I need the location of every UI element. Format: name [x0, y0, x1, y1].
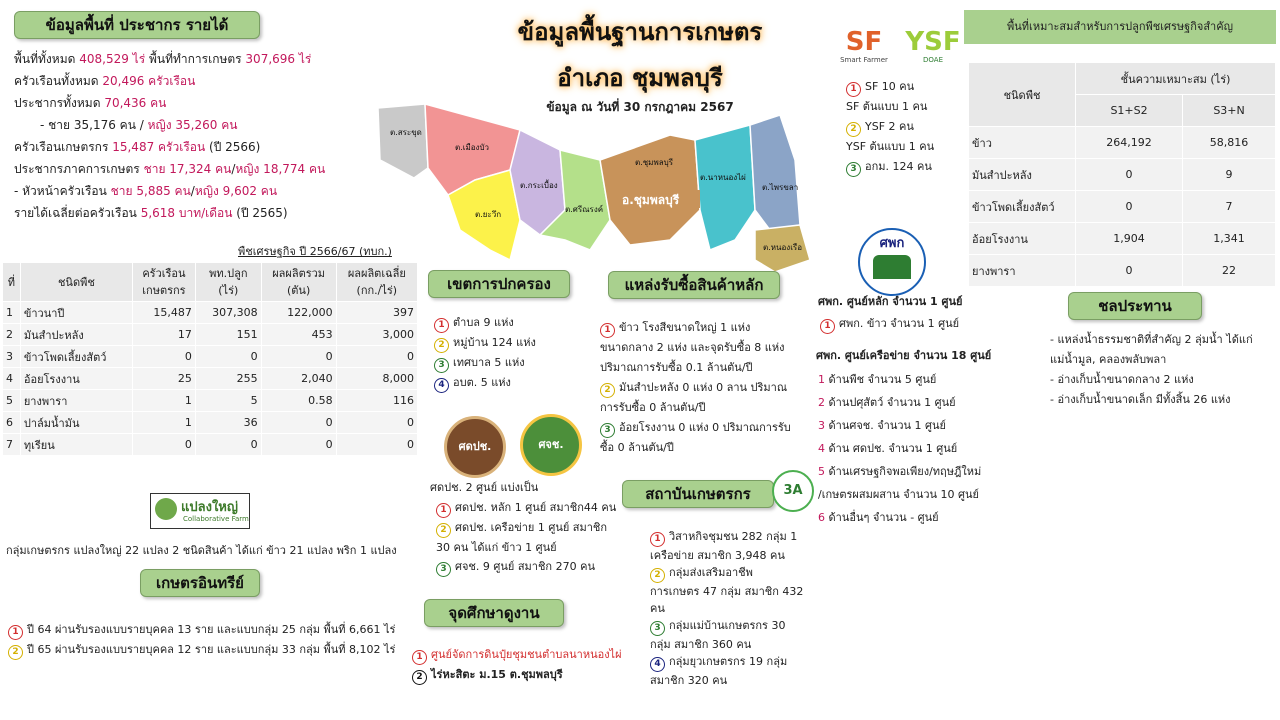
organic-list: [8, 620, 408, 660]
irrigation-item: - อ่างเก็บน้ำขนาดกลาง 2 แห่ง: [1050, 373, 1194, 386]
suit-sub: S1+S2: [1076, 95, 1183, 127]
map-label: ต.ชุมพลบุรี: [635, 158, 673, 167]
table-cell: 0: [195, 346, 261, 368]
sdpc-list: [436, 498, 626, 577]
table-row: [969, 127, 1276, 159]
inst-item: 2 กลุ่มส่งเสริมอาชีพ การเกษตร 47 กลุ่ม สมาชิก 432 คน: [650, 566, 804, 615]
population-line: - หัวหน้าครัวเรือน ชาย 5,885 คน/หญิง 9,602 คน: [14, 184, 278, 198]
spk-net-item: 1 ด้านพืช จำนวน 5 ศูนย์: [818, 373, 937, 386]
population-info: [14, 48, 414, 224]
table-cell: 0: [132, 346, 195, 368]
spk-net-item: 3 ด้านศจช. จำนวน 1 ศูนย์: [818, 419, 946, 432]
table-row: [3, 434, 418, 456]
table-row: [3, 368, 418, 390]
table-row: [969, 255, 1276, 287]
spk-logo: [858, 228, 926, 296]
admin-header: เขตการปกครอง: [428, 270, 570, 298]
table-row: [3, 390, 418, 412]
leaf-icon: [155, 498, 177, 520]
spk-logo-text: ศพก: [879, 236, 905, 251]
population-line: รายได้เฉลี่ยต่อครัวเรือน 5,618 บาท/เดือน (ปี 2565): [14, 206, 288, 220]
inst-item: 4 กลุ่มยุวเกษตรกร 19 กลุ่ม สมาชิก 320 คน: [650, 655, 788, 687]
admin-item: 2 หมู่บ้าน 124 แห่ง: [434, 333, 584, 353]
irrigation-header: ชลประทาน: [1068, 292, 1202, 320]
plaengyai-logo-text: แปลงใหญ่: [181, 500, 238, 515]
organic-item: 1 ปี 64 ผ่านรับรองแบบรายบุคคล 13 ราย และแบบกลุ่ม 25 กลุ่ม พื้นที่ 6,661 ไร่: [8, 620, 408, 640]
crop-col-header: ผลผลิตรวม (ตัน): [261, 263, 336, 302]
table-cell: 0: [1076, 191, 1183, 223]
map-label: ต.ยะวึก: [475, 210, 502, 219]
table-row: [3, 412, 418, 434]
plaengyai-logo: [150, 493, 250, 529]
inst-item: 1 วิสาหกิจชุมชน 282 กลุ่ม 1 เครือข่าย สมาชิก 3,948 คน: [650, 530, 798, 562]
population-line: ครัวเรือนทั้งหมด 20,496 ครัวเรือน: [14, 74, 196, 88]
table-cell: 17: [132, 324, 195, 346]
table-cell: อ้อยโรงงาน: [969, 223, 1076, 255]
table-cell: ข้าวโพดเลี้ยงสัตว์: [20, 346, 132, 368]
table-cell: 1,904: [1076, 223, 1183, 255]
table-cell: 0: [261, 412, 336, 434]
organic-item: 2 ปี 65 ผ่านรับรองแบบรายบุคคล 12 ราย และแบบกลุ่ม 33 กลุ่ม พื้นที่ 8,102 ไร่: [8, 640, 408, 660]
crop-col-header: ชนิดพืช: [20, 263, 132, 302]
district-center-label: อ.ชุมพลบุรี: [622, 193, 680, 207]
table-cell: 7: [3, 434, 21, 456]
sf-logo-text: SF: [845, 27, 883, 57]
table-cell: ข้าวโพดเลี้ยงสัตว์: [969, 191, 1076, 223]
three-a-logo: 3A: [772, 470, 814, 512]
table-cell: ปาล์มน้ำมัน: [20, 412, 132, 434]
admin-item: 1 ตำบล 9 แห่ง: [434, 313, 584, 333]
table-row: [969, 191, 1276, 223]
data-date: ข้อมูล ณ วันที่ 30 กรกฎาคม 2567: [546, 100, 734, 114]
sdpc-item: 1 ศดปช. หลัก 1 ศูนย์ สมาชิก44 คน: [436, 498, 626, 518]
farmers-icon: [873, 255, 911, 279]
sf-logo: [834, 28, 894, 68]
buyer-item: 2 มันสำปะหลัง 0 แห่ง 0 ลาน ปริมาณ การรับซื้อ 0 ล้านตัน/ปี: [600, 381, 788, 414]
table-cell: 453: [261, 324, 336, 346]
table-cell: ยางพารา: [969, 255, 1076, 287]
map-sakhut: [378, 104, 428, 178]
spk-net-item: 2 ด้านปศุสัตว์ จำนวน 1 ศูนย์: [818, 396, 956, 409]
sf-item: 2 YSF 2 คน: [846, 117, 966, 137]
table-row: [3, 346, 418, 368]
table-cell: 0: [132, 434, 195, 456]
study-header: จุดศึกษาดูงาน: [424, 599, 564, 627]
table-cell: 0: [1076, 159, 1183, 191]
buyers-header: แหล่งรับซื้อสินค้าหลัก: [608, 271, 780, 299]
sf-item: SF ต้นแบบ 1 คน: [846, 100, 928, 113]
table-cell: 122,000: [261, 302, 336, 324]
map-label: ต.นาหนองไผ่: [700, 173, 746, 182]
sf-item: 3 อกม. 124 คน: [846, 157, 966, 177]
table-cell: 58,816: [1183, 127, 1276, 159]
admin-item: 4 อบต. 5 แห่ง: [434, 373, 584, 393]
population-line: - ชาย 35,176 คน / หญิง 35,260 คน: [40, 118, 238, 132]
table-cell: 7: [1183, 191, 1276, 223]
suitability-header: พื้นที่เหมาะสมสำหรับการปลูกพืชเศรษฐกิจสำคัญ: [964, 10, 1276, 44]
table-cell: 0.58: [261, 390, 336, 412]
table-cell: 264,192: [1076, 127, 1183, 159]
economic-crops-table: [2, 262, 418, 456]
table-cell: 5: [195, 390, 261, 412]
sf-item: YSF ต้นแบบ 1 คน: [846, 140, 935, 153]
table-cell: ยางพารา: [20, 390, 132, 412]
institutions-header: สถาบันเกษตรกร: [622, 480, 774, 508]
spk-net-list: [818, 368, 1038, 529]
table-cell: 3: [3, 346, 21, 368]
population-line: ประชากรภาคการเกษตร ชาย 17,324 คน/หญิง 18,774 คน: [14, 162, 326, 176]
district-map: [370, 100, 820, 280]
study-item: 1 ศูนย์จัดการดินปุ๋ยชุมชนตำบลนาหนองไผ่: [412, 645, 652, 665]
table-cell: มันสำปะหลัง: [20, 324, 132, 346]
table-cell: 151: [195, 324, 261, 346]
buyer-item: 1 ข้าว โรงสีขนาดใหญ่ 1 แห่ง ขนาดกลาง 2 แห่ง และจุดรับซื้อ 8 แห่ง ปริมาณการรับซื้อ 0.1 ล้านตัน/ปี: [600, 321, 785, 374]
table-cell: 36: [195, 412, 261, 434]
organic-header: เกษตรอินทรีย์: [140, 569, 260, 597]
table-cell: 0: [195, 434, 261, 456]
table-row: [969, 223, 1276, 255]
table-cell: 2,040: [261, 368, 336, 390]
table-cell: 3,000: [336, 324, 417, 346]
table-cell: 255: [195, 368, 261, 390]
main-title: ข้อมูลพื้นฐานการเกษตร: [517, 18, 763, 46]
table-cell: 0: [336, 412, 417, 434]
table-cell: 0: [261, 346, 336, 368]
table-cell: 0: [261, 434, 336, 456]
table-cell: 5: [3, 390, 21, 412]
table-cell: 15,487: [132, 302, 195, 324]
inst-item: 3 กลุ่มแม่บ้านเกษตรกร 30 กลุ่ม สมาชิก 360 คน: [650, 619, 786, 651]
table-cell: มันสำปะหลัง: [969, 159, 1076, 191]
table-cell: 22: [1183, 255, 1276, 287]
sf-logo-sub: Smart Farmer: [840, 56, 888, 64]
suitability-table: [968, 62, 1276, 287]
admin-item: 3 เทศบาล 5 แห่ง: [434, 353, 584, 373]
table-cell: อ้อยโรงงาน: [20, 368, 132, 390]
table-cell: 25: [132, 368, 195, 390]
sdpc-item: 2 ศดปช. เครือข่าย 1 ศูนย์ สมาชิก 30 คน ได้แก่ ข้าว 1 ศูนย์: [436, 521, 608, 554]
sdpc-logo: ศดปช.: [444, 416, 506, 478]
plaengyai-logo-sub: Collaborative Farm: [183, 515, 249, 523]
map-label: ต.เมืองบัว: [455, 143, 490, 152]
table-cell: 6: [3, 412, 21, 434]
spk-main: 1 ศพก. ข้าว จำนวน 1 ศูนย์: [820, 314, 959, 334]
suit-sub: S3+N: [1183, 95, 1276, 127]
irrigation-item: - อ่างเก็บน้ำขนาดเล็ก มีทั้งสิ้น 26 แห่ง: [1050, 393, 1231, 406]
suit-group: ชั้นความเหมาะสม (ไร่): [1076, 63, 1276, 95]
table-cell: 1,341: [1183, 223, 1276, 255]
spk-net-item: /เกษตรผสมผสาน จำนวน 10 ศูนย์: [818, 488, 979, 501]
sf-item: 1 SF 10 คน: [846, 77, 966, 97]
table-cell: 8,000: [336, 368, 417, 390]
table-cell: ทุเรียน: [20, 434, 132, 456]
table-row: [3, 302, 418, 324]
population-header: ข้อมูลพื้นที่ ประชากร รายได้: [14, 11, 260, 39]
institutions-list: [650, 528, 810, 689]
table-cell: 307,308: [195, 302, 261, 324]
spk-main-title: ศพก. ศูนย์หลัก จำนวน 1 ศูนย์: [818, 295, 963, 308]
table-cell: 2: [3, 324, 21, 346]
map-label: ต.กระเบื้อง: [520, 181, 558, 190]
table-cell: 0: [336, 434, 417, 456]
table-cell: 4: [3, 368, 21, 390]
crop-col-header: ที่: [3, 263, 21, 302]
table-cell: 0: [336, 346, 417, 368]
map-phraikhla: [750, 115, 800, 230]
irrigation-item: - แหล่งน้ำธรรมชาติที่สำคัญ 2 ลุ่มน้ำ ได้แก่: [1050, 333, 1253, 346]
map-label: ต.หนองเรือ: [763, 243, 803, 252]
crop-col-header: พท.ปลูก (ไร่): [195, 263, 261, 302]
study-item: 2 ไร่หะสิตะ ม.15 ต.ชุมพลบุรี: [412, 665, 652, 685]
buyers-list: [600, 318, 800, 458]
table-cell: 1: [3, 302, 21, 324]
spk-net-item: 4 ด้าน ศดปช. จำนวน 1 ศูนย์: [818, 442, 958, 455]
map-nanongphai: [695, 125, 755, 250]
sjc-logo: ศจช.: [520, 414, 582, 476]
table-cell: 9: [1183, 159, 1276, 191]
table-cell: 116: [336, 390, 417, 412]
irrigation-list: [1050, 330, 1275, 410]
map-label: ต.สระขุด: [390, 128, 422, 137]
irrigation-item: แม่น้ำมูล, คลองพลับพลา: [1050, 353, 1167, 366]
map-label: ต.ไพรขลา: [762, 183, 799, 192]
ysf-logo-text: YSF: [905, 27, 961, 57]
ysf-logo: [902, 28, 964, 68]
spk-net-item: 6 ด้านอื่นๆ จำนวน - ศูนย์: [818, 511, 939, 524]
population-line: ประชากรทั้งหมด 70,436 คน: [14, 96, 167, 110]
table-row: [3, 324, 418, 346]
table-cell: ข้าวนาปี: [20, 302, 132, 324]
crop-table-caption: พืชเศรษฐกิจ ปี 2566/67 (ทบก.): [238, 245, 392, 258]
table-cell: 1: [132, 412, 195, 434]
sf-list: [846, 77, 966, 177]
table-cell: 397: [336, 302, 417, 324]
study-list: [412, 645, 652, 685]
district-title: อำเภอ ชุมพลบุรี: [557, 64, 723, 92]
plaengyai-text: กลุ่มเกษตรกร แปลงใหญ่ 22 แปลง 2 ชนิดสินค้า ได้แก่ ข้าว 21 แปลง พริก 1 แปลง: [6, 544, 397, 557]
buyer-item: 3 อ้อยโรงงาน 0 แห่ง 0 ปริมาณการรับ ซื้อ 0 ล้านตัน/ปี: [600, 421, 791, 454]
table-cell: 1: [132, 390, 195, 412]
sdpc-item: 3 ศจช. 9 ศูนย์ สมาชิก 270 คน: [436, 557, 626, 577]
table-cell: ข้าว: [969, 127, 1076, 159]
map-label: ต.ศรีณรงค์: [565, 205, 604, 214]
table-row: [969, 159, 1276, 191]
spk-net-item: 5 ด้านเศรษฐกิจพอเพียง/ทฤษฎีใหม่: [818, 465, 982, 478]
crop-col-header: ผลผลิตเฉลี่ย (กก./ไร่): [336, 263, 417, 302]
population-line: พื้นที่ทั้งหมด 408,529 ไร่ พื้นที่ทำการเกษตร 307,696 ไร่: [14, 52, 312, 66]
ysf-logo-sub: DOAE: [923, 56, 943, 64]
crop-col-header: ครัวเรือน เกษตรกร: [132, 263, 195, 302]
sdpc-title: ศดปช. 2 ศูนย์ แบ่งเป็น: [430, 481, 539, 494]
spk-net-title: ศพก. ศูนย์เครือข่าย จำนวน 18 ศูนย์: [816, 349, 992, 362]
suit-col-crop: ชนิดพืช: [969, 63, 1076, 127]
population-line: ครัวเรือนเกษตรกร 15,487 ครัวเรือน (ปี 2566): [14, 140, 261, 154]
admin-list: [434, 313, 584, 393]
table-cell: 0: [1076, 255, 1183, 287]
